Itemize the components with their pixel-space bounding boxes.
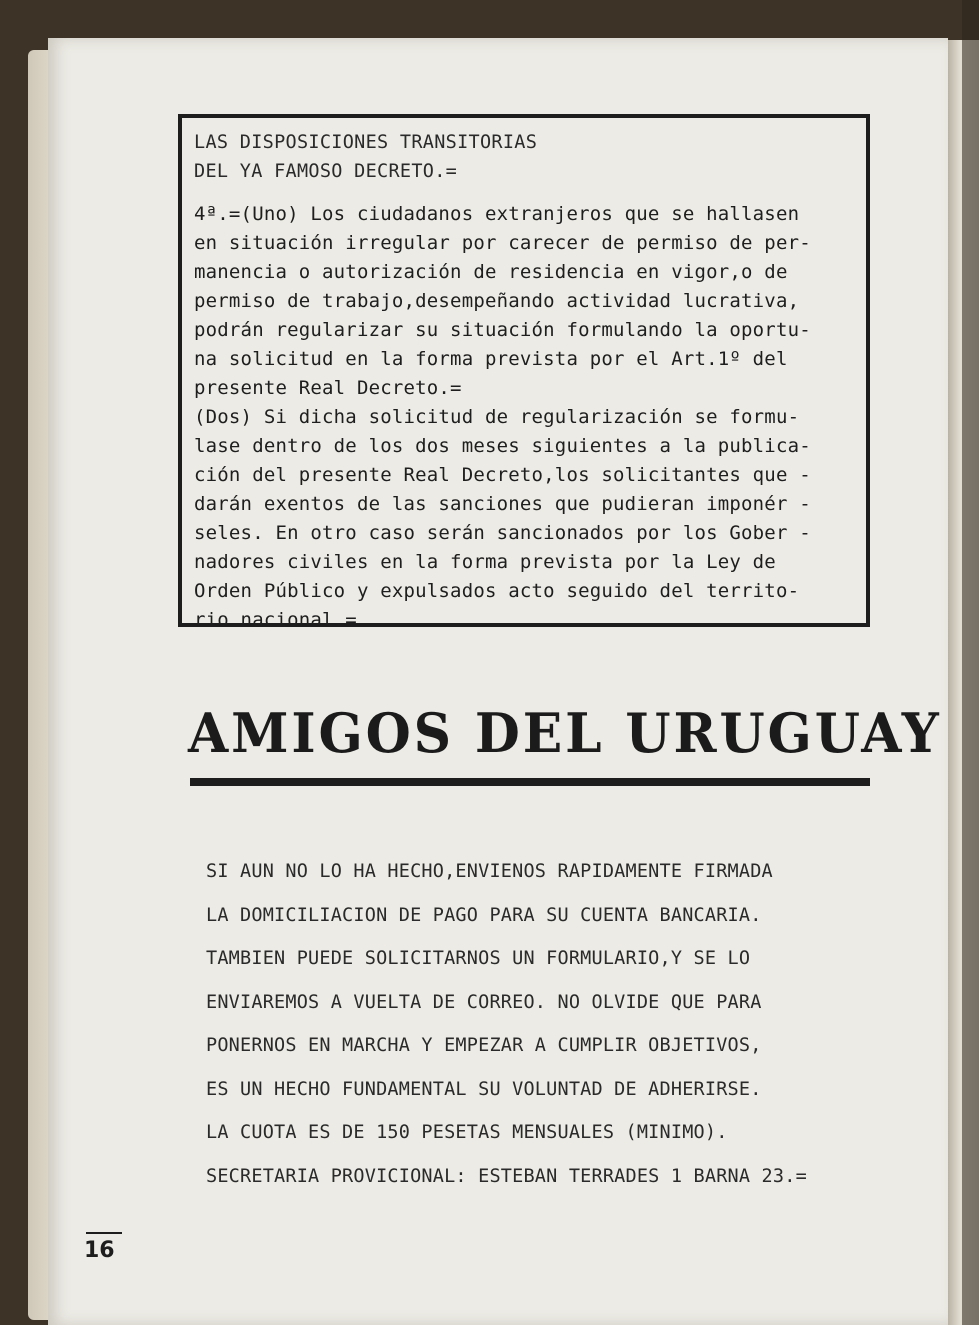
- decree-heading: [194, 128, 856, 186]
- notice-line: SECRETARIA PROVICIONAL: ESTEBAN TERRADES 1 BARNA 23.=: [206, 1165, 807, 1187]
- notice-line: PONERNOS EN MARCHA Y EMPEZAR A CUMPLIR OBJETIVOS,: [206, 1035, 762, 1056]
- decree-body-line: ción del presente Real Decreto,los solicitantes que -: [194, 464, 811, 486]
- page-number: 16: [84, 1238, 115, 1263]
- notice-line: LA CUOTA ES DE 150 PESETAS MENSUALES (MINIMO).: [206, 1122, 728, 1143]
- decree-body-line: 4ª.=(Uno) Los ciudadanos extranjeros que se hallasen: [194, 203, 800, 225]
- decree-body-line: lase dentro de los dos meses siguientes a la publica-: [194, 435, 811, 457]
- decree-body-line: (Dos) Si dicha solicitud de regularización se formu-: [194, 406, 800, 428]
- decree-body-line: nadores civiles en la forma prevista por la Ley de: [194, 551, 776, 573]
- decree-body-line: presente Real Decreto.=: [194, 377, 462, 399]
- decree-body-line: rio nacional.=: [194, 609, 357, 631]
- notice-line: LA DOMICILIACION DE PAGO PARA SU CUENTA BANCARIA.: [206, 904, 762, 926]
- decree-body-line: en situación irregular por carecer de permiso de per-: [194, 232, 811, 254]
- decree-text-box: [178, 114, 870, 631]
- notice-line: TAMBIEN PUEDE SOLICITARNOS UN FORMULARIO,Y SE LO: [206, 948, 751, 969]
- decree-body-line: na solicitud en la forma prevista por el Art.1º del: [194, 348, 788, 370]
- notice-line: SI AUN NO LO HA HECHO,ENVIENOS RAPIDAMENTE FIRMADA: [206, 861, 773, 882]
- decree-body-line: manencia o autorización de residencia en vigor,o de: [194, 261, 788, 283]
- decree-body-line: seles. En otro caso serán sancionados por los Gober -: [194, 522, 811, 544]
- decree-body-line: Orden Público y expulsados acto seguido del territo-: [194, 580, 800, 602]
- decree-body-line: podrán regularizar su situación formulando la oportu-: [194, 319, 811, 341]
- decree-heading-line: LAS DISPOSICIONES TRANSITORIAS: [194, 132, 538, 153]
- decree-body-line: darán exentos de las sanciones que pudieran imponér -: [194, 493, 811, 515]
- booklet-page: [48, 38, 948, 1325]
- page-number-rule: [86, 1232, 122, 1234]
- decree-body: [194, 200, 856, 635]
- notice-line: ENVIAREMOS A VUELTA DE CORREO. NO OLVIDE QUE PARA: [206, 991, 762, 1013]
- decree-heading-line: DEL YA FAMOSO DECRETO.=: [194, 161, 458, 182]
- decree-body-line: permiso de trabajo,desempeñando actividad lucrativa,: [194, 290, 800, 312]
- binding-shadow: [962, 0, 979, 1325]
- title-underline: [190, 778, 870, 786]
- section-title: AMIGOS DEL URUGUAY: [188, 701, 942, 765]
- membership-notice: [206, 850, 906, 1198]
- notice-line: ES UN HECHO FUNDAMENTAL SU VOLUNTAD DE ADHERIRSE.: [206, 1078, 762, 1100]
